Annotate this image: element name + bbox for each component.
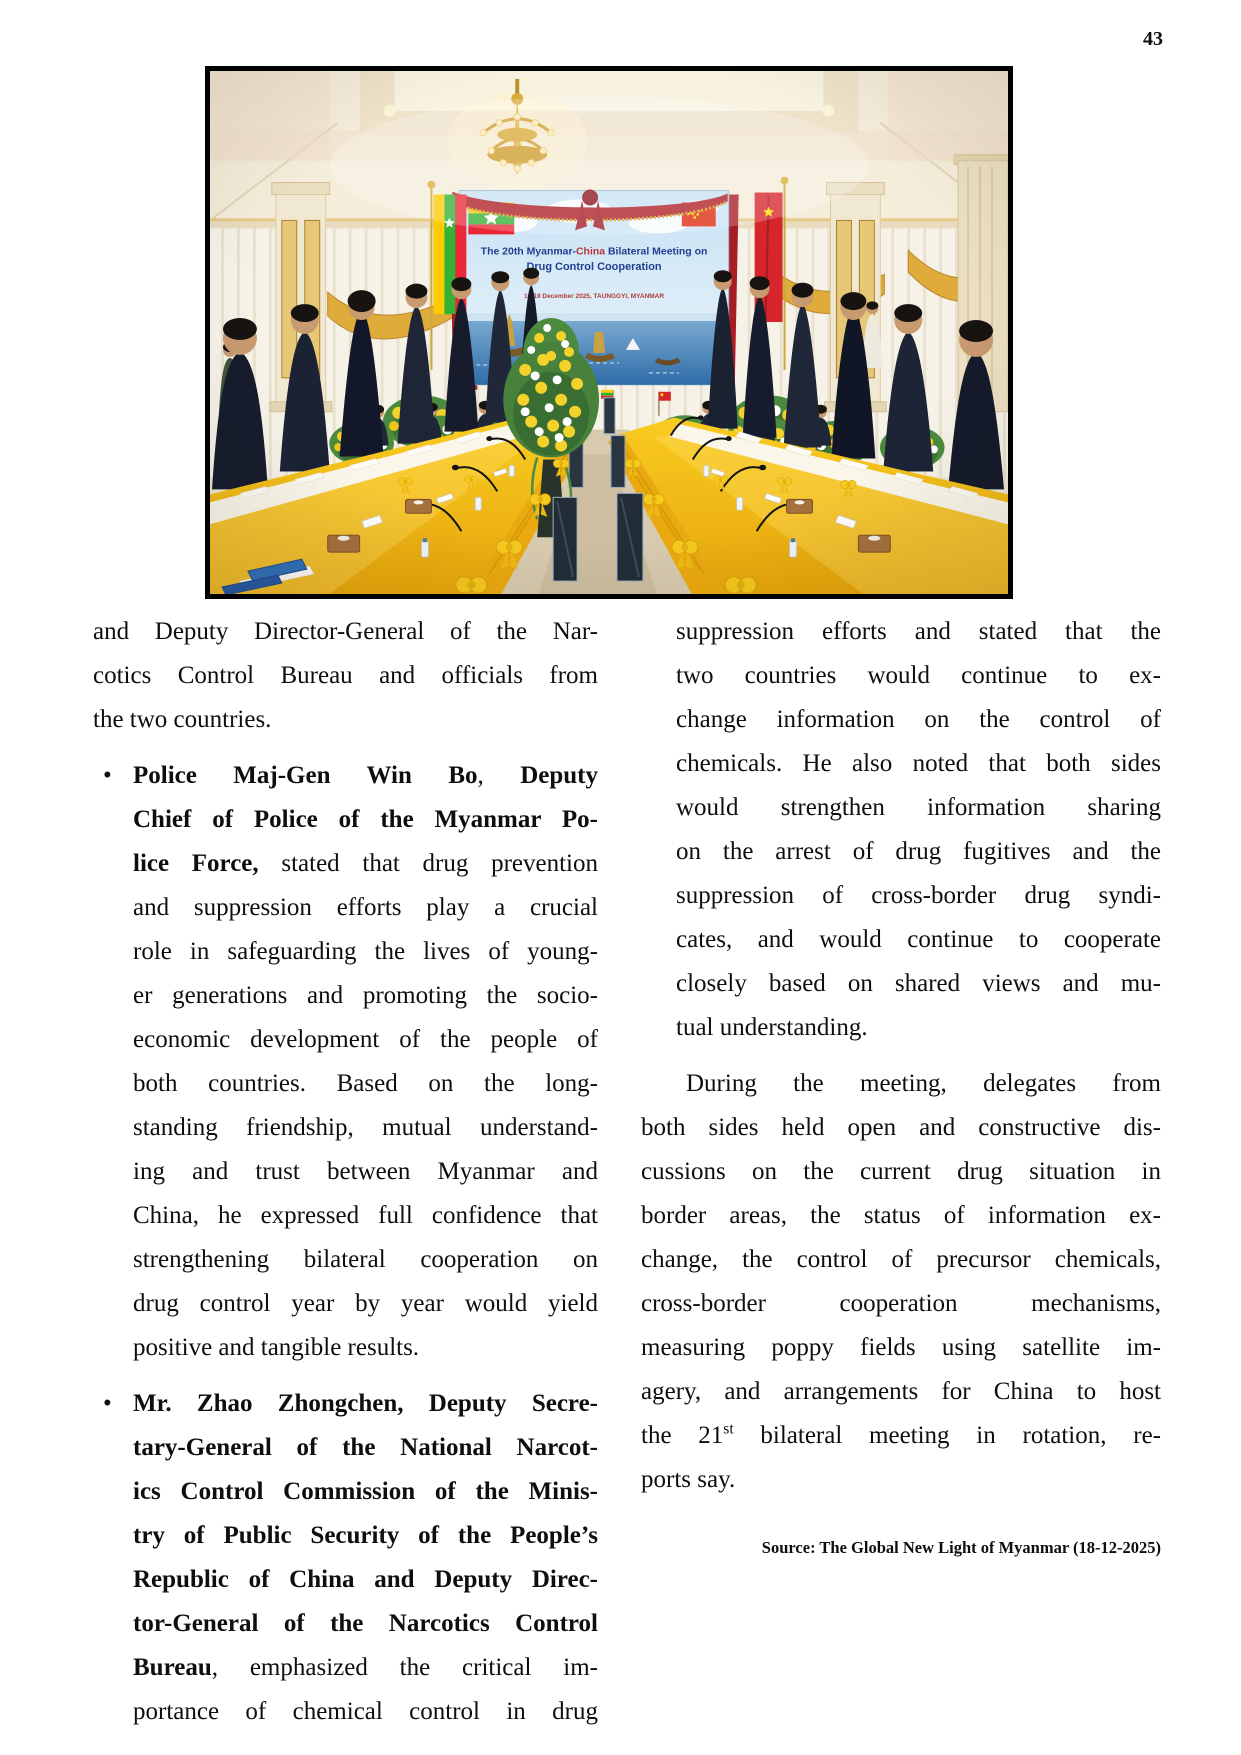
paragraph <box>93 1382 598 1734</box>
text-line: measuring poppy fields using satellite im- <box>641 1334 1161 1361</box>
text-line: positive and tangible results. <box>133 1334 420 1361</box>
text-line: ing and trust between Myanmar and <box>133 1158 598 1185</box>
text-line: and suppression efforts play a crucial <box>133 894 598 921</box>
text-line: economic development of the people of <box>133 1026 598 1053</box>
text-line: cussions on the current drug situation in <box>641 1158 1161 1185</box>
text-line: change, the control of precursor chemicals, <box>641 1246 1161 1273</box>
text-line: closely based on shared views and mu- <box>676 970 1161 997</box>
text-line: change information on the control of <box>676 706 1161 733</box>
text-line: the two countries. <box>93 706 272 733</box>
text-line: both countries. Based on the long- <box>133 1070 598 1097</box>
text-line: suppression of cross-border drug syndi- <box>676 882 1161 909</box>
text-line: on the arrest of drug fugitives and the <box>676 838 1161 865</box>
text-line: China, he expressed full confidence that <box>133 1202 598 1229</box>
text-line: standing friendship, mutual understand- <box>133 1114 598 1141</box>
text-line: and Deputy Director-General of the Nar- <box>93 618 598 645</box>
text-line: lice Force, stated that drug prevention <box>133 850 598 877</box>
paragraph <box>93 754 598 1370</box>
text-line: cates, and would continue to cooperate <box>676 926 1161 953</box>
paragraph <box>93 610 598 742</box>
text-line: try of Public Security of the People’s <box>133 1522 598 1549</box>
bullet-marker: • <box>103 762 112 789</box>
text-line: tual understanding. <box>676 1014 868 1041</box>
text-line: both sides held open and constructive dis- <box>641 1114 1161 1141</box>
text-line: two countries would continue to ex- <box>676 662 1161 689</box>
text-line: portance of chemical control in drug <box>133 1698 598 1725</box>
paragraph <box>641 1062 1161 1502</box>
text-line: Chief of Police of the Myanmar Po- <box>133 806 598 833</box>
text-line: border areas, the status of information ex- <box>641 1202 1161 1229</box>
text-line: Bureau, emphasized the critical im- <box>133 1654 598 1681</box>
article-column-left <box>93 610 598 1734</box>
text-line: strengthening bilateral cooperation on <box>133 1246 598 1273</box>
text-line: would strengthen information sharing <box>676 794 1161 821</box>
article-column-right <box>641 610 1161 1502</box>
text-line: Mr. Zhao Zhongchen, Deputy Secre- <box>133 1390 598 1417</box>
text-line: tary-General of the National Narcot- <box>133 1434 598 1461</box>
source-attribution: Source: The Global New Light of Myanmar (18-12-2025) <box>761 1538 1161 1557</box>
bullet-marker: • <box>103 1390 112 1417</box>
text-line: ports say. <box>641 1466 736 1493</box>
text-line: During the meeting, delegates from <box>686 1070 1161 1097</box>
meeting-photo <box>205 66 1013 599</box>
text-line: drug control year by year would yield <box>133 1290 598 1317</box>
text-line: the 21st bilateral meeting in rotation, re- <box>641 1420 1161 1449</box>
text-line: tor-General of the Narcotics Control <box>133 1610 598 1637</box>
text-line: agery, and arrangements for China to host <box>641 1378 1161 1405</box>
text-line: er generations and promoting the socio- <box>133 982 598 1009</box>
text-line: Police Maj-Gen Win Bo, Deputy <box>133 762 599 789</box>
paragraph <box>641 610 1161 1050</box>
text-line: cross-border cooperation mechanisms, <box>641 1290 1161 1317</box>
page-number: 43 <box>1143 28 1163 50</box>
text-line: suppression efforts and stated that the <box>676 618 1161 645</box>
text-line: Republic of China and Deputy Direc- <box>133 1566 598 1593</box>
text-line: cotics Control Bureau and officials from <box>93 662 598 689</box>
text-line: role in safeguarding the lives of young- <box>133 938 598 965</box>
text-line: ics Control Commission of the Minis- <box>133 1478 598 1505</box>
text-line: chemicals. He also noted that both sides <box>676 750 1161 777</box>
